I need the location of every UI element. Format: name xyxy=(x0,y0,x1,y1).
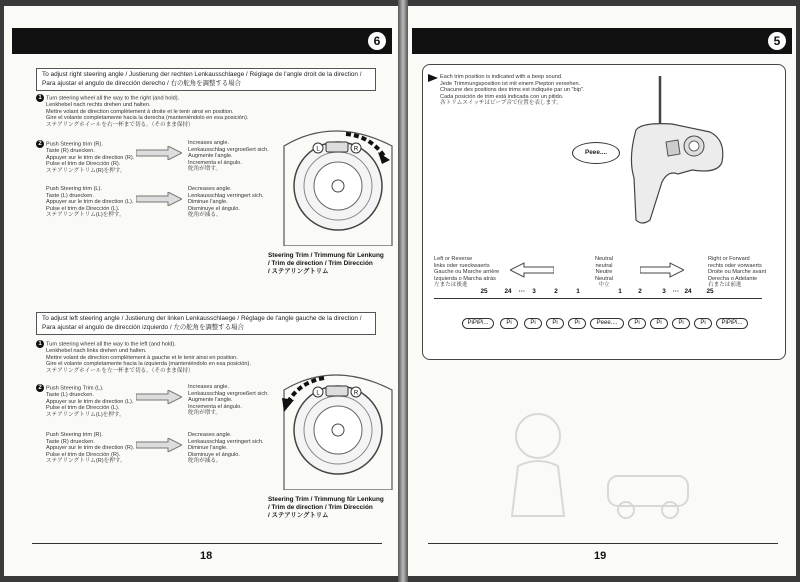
left-reverse-label: Left or Reverse links oder rueckwaerts Gauche ou Marche arrière Izquierda o Marcha atrás 左または後進 xyxy=(434,256,500,289)
step-number-badge: 1 xyxy=(36,340,44,348)
left-page xyxy=(4,6,398,576)
trim-scale-line xyxy=(434,298,762,299)
right-arrow-icon xyxy=(136,146,182,160)
right-arrow-icon xyxy=(136,438,182,452)
result-decrease: Decreases angle. Lenkausschlag verringert sich. Diminue l'angle. Disminuye el ángulo. 舵角が減る。 xyxy=(188,186,264,219)
beep-bubble: Pi xyxy=(568,318,586,329)
beep-bubble: PiPiPi... xyxy=(716,318,748,329)
step-number-badge: 1 xyxy=(36,94,44,102)
left-step2-push-l: 2 Push Steering Trim (L). Taste (L) druecken. Appuyer sur le trim de direction (L). Pulse el trim de Dirección (L). ステアリングトリム(L)を押す。 xyxy=(36,384,166,418)
trim-step: 2 xyxy=(638,288,642,295)
result-decrease: Decreases angle. Lenkausschlag verringert sich. Diminue l'angle. Disminuye el ángulo. 舵角が減る。 xyxy=(188,432,264,465)
trim-step: 1 xyxy=(576,288,580,295)
beep-bubble: Pi xyxy=(650,318,668,329)
pointer-arrow-icon xyxy=(428,74,438,82)
left-step2-push-r: Push Steering trim (R). Taste (R) druecken. Appuyer sur le trim de direction (R). Pulse el trim de Dirección (R). ステアリングトリム(R)を押す。 xyxy=(46,432,135,465)
steering-trim-caption: Steering Trim / Trimmung für Lenkung / Trim de direction / Trim Dirección / ステアリングトリム xyxy=(268,252,384,275)
footer-rule xyxy=(32,543,382,544)
right-step2-push-r: 2 Push Steering trim (R). Taste (R) druecken. Appuyer sur le trim de direction (R). Pulse el trim de Dirección (R). ステアリングトリム(R)を押す。 xyxy=(36,140,166,174)
svg-text:L: L xyxy=(316,390,320,397)
neutral-label: Neutral neutral Neutre Neutral 中立 xyxy=(594,256,614,289)
svg-text:R: R xyxy=(353,146,359,153)
right-step1: 1 Turn steering wheel all the way to the right (and hold). Lenkhebel nach rechts drehen und halten. Mettre volant de direction complètement à droite et le tenir ainsi en position. Gire el volante completamente hacia la derecha (manteniéndolo en esa posición). ステアリングホイールを右一杯まで切る。（そのまま保持） xyxy=(36,94,286,128)
right-arrow-icon xyxy=(136,390,182,404)
page-header-bar xyxy=(412,28,792,54)
beep-intro-text: Each trim position is indicated with a beep sound. Jede Trimmungsposition ist mit einem Piepton versehen. Chacune des positions des trims est indiquée par un "bip". Cada posición de trim está indicada con un pitido. 各トリムスイッチはビープ音で位置を表します。 xyxy=(440,74,585,107)
step-number-badge: 2 xyxy=(36,140,44,148)
beep-bubble: Pi xyxy=(546,318,564,329)
beep-bubble: PiPiPi... xyxy=(462,318,494,329)
right-step2-push-l: Push Steering trim (L). Taste (L) druecken. Appuyer sur le trim de direction (L). Pulse el trim de Dirección (L). ステアリングトリム(L)を押す。 xyxy=(46,186,134,219)
trim-step: 24 xyxy=(684,288,692,295)
book-spine xyxy=(398,0,408,582)
page-header-bar xyxy=(12,28,392,54)
trim-step: 24 xyxy=(504,288,512,295)
trim-step: ··· xyxy=(672,288,680,295)
trim-step: 1 xyxy=(618,288,622,295)
trim-step: 3 xyxy=(532,288,536,295)
right-forward-label: Right or Forward rechts oder vorwaerts Droite ou Marche avant Derecha o Adelante 右または前進 xyxy=(708,256,767,289)
beep-bubble: Pi xyxy=(628,318,646,329)
trim-step: 25 xyxy=(480,288,488,295)
steering-trim-caption: Steering Trim / Trimmung für Lenkung / Trim de direction / Trim Dirección / ステアリングトリム xyxy=(268,496,384,519)
result-increase: Increases angle. Lenkausschlag vergroeßert sich. Augmente l'angle. Incrementa el ángulo. 舵角が増す。 xyxy=(188,140,269,173)
left-step1: 1 Turn steering wheel all the way to the left (and hold). Lenkhebel nach links drehen und halten. Mettre volant de direction complètement à gauche et le tenir ainsi en position. Gire el volante completamente hacia la izquierda (manteniéndolo en esa posición). ステアリングホイールを左一杯まで切る。（そのまま保持） xyxy=(36,340,286,374)
trim-step: 3 xyxy=(662,288,666,295)
beep-bubble: Pi xyxy=(500,318,518,329)
steering-wheel-dial-icon xyxy=(274,116,394,246)
transmitter-icon xyxy=(622,70,732,230)
trim-step: ··· xyxy=(518,288,526,295)
beep-bubble-neutral: Peee.... xyxy=(590,318,624,329)
right-page xyxy=(408,6,796,576)
svg-text:L: L xyxy=(316,146,320,153)
step-number-badge: 2 xyxy=(36,384,44,392)
trim-step: 25 xyxy=(706,288,714,295)
right-angle-header: To adjust right steering angle / Justierung der rechten Lenkausschlaege / Réglage de l'angle droit de la direction / Para ajustar el angulo de dirección derecho / 右の舵角を調整する場合 xyxy=(36,68,376,91)
left-arrow-icon xyxy=(510,262,554,278)
beep-bubble: Pi xyxy=(672,318,690,329)
steering-wheel-dial-icon xyxy=(274,360,394,490)
speech-bubble: Peee.... xyxy=(572,142,620,164)
svg-text:R: R xyxy=(353,390,359,397)
beep-bubble: Pi xyxy=(524,318,542,329)
left-angle-header: To adjust left steering angle / Justierung der linken Lenkausschlaege / Réglage de l'angle gauche de la direction / Para ajustar el angulo de dirección izquierdo / 左の舵角を調整する場合 xyxy=(36,312,376,335)
bleed-through-illustration xyxy=(488,396,708,536)
result-increase: Increases angle. Lenkausschlag vergroeßert sich. Augmente l'angle. Incrementa el ángulo. 舵角が増す。 xyxy=(188,384,269,417)
right-arrow-icon xyxy=(136,192,182,206)
beep-bubble: Pi xyxy=(694,318,712,329)
footer-rule xyxy=(428,543,778,544)
trim-step: 2 xyxy=(554,288,558,295)
right-arrow-icon xyxy=(640,262,684,278)
page-badge: 6 xyxy=(368,32,386,50)
page-badge: 5 xyxy=(768,32,786,50)
page-number: 19 xyxy=(594,550,607,562)
page-number: 18 xyxy=(200,550,213,562)
